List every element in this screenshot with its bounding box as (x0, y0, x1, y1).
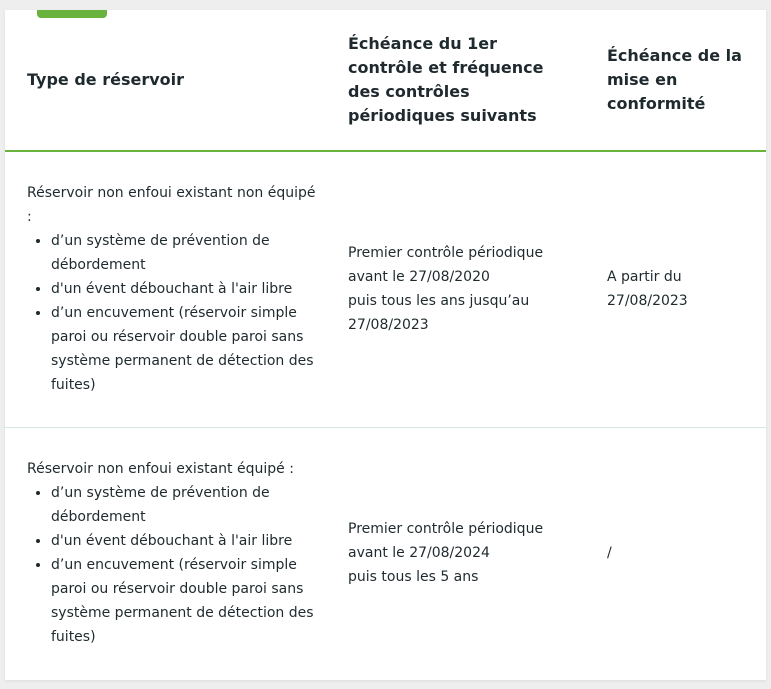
cell-control-deadline (326, 427, 585, 678)
equipment-list-item: • d'un évent débouchant à l'air libre (51, 277, 316, 301)
equipment-list-item: • d’un système de prévention de débordement (51, 229, 316, 277)
compliance-line: / (607, 544, 612, 561)
table-header-row (5, 10, 766, 151)
equipment-list-item: • d’un encuvement (réservoir simple paroi ou réservoir double paroi sans système permanent de détection des fuites) (51, 553, 316, 649)
equipment-list-item: • d'un évent débouchant à l'air libre (51, 529, 316, 553)
header-tank-type: Type de réservoir (27, 70, 184, 89)
compliance-line: A partir du (607, 269, 682, 286)
frequency-line: Premier contrôle périodique (348, 520, 544, 537)
equipment-list-item: • d’un système de prévention de débordement (51, 481, 316, 529)
cell-compliance-deadline (585, 427, 766, 678)
frequency-line: puis tous les 5 ans (348, 568, 479, 585)
header-compliance-deadline: Échéance de la mise en conformité (607, 46, 742, 113)
frequency-line: avant le 27/08/2024 (348, 544, 490, 561)
frequency-line: avant le 27/08/2020 (348, 269, 490, 286)
equipment-list-item: • d’un encuvement (réservoir simple paroi ou réservoir double paroi sans système permanent de détection des fuites) (51, 301, 316, 397)
equipment-list (27, 229, 316, 397)
tank-type-intro: Réservoir non enfoui existant équipé : (27, 460, 294, 477)
tank-type-intro: Réservoir non enfoui existant non équipé : (27, 185, 316, 226)
cell-control-deadline (326, 151, 585, 427)
frequency-line: puis tous les ans jusqu’au 27/08/2023 (348, 293, 530, 334)
table-row (5, 151, 766, 427)
cell-compliance-deadline (585, 151, 766, 427)
equipment-list (27, 481, 316, 649)
regulation-table-card (5, 10, 766, 680)
table-row (5, 427, 766, 678)
compliance-line: 27/08/2023 (607, 293, 688, 310)
deadline-table (5, 10, 766, 678)
cell-tank-type (5, 427, 326, 678)
cell-tank-type (5, 151, 326, 427)
header-control-deadline: Échéance du 1er contrôle et fréquence des contrôles périodiques suivants (348, 34, 544, 125)
frequency-line: Premier contrôle périodique (348, 245, 544, 262)
